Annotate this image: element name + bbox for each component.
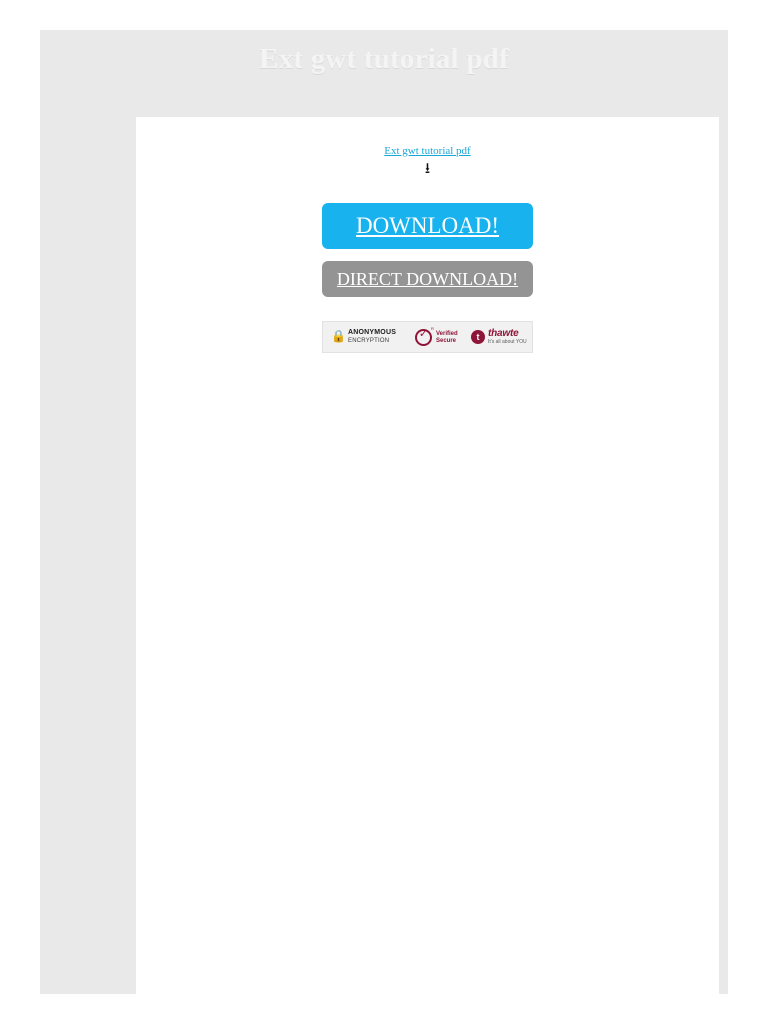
thawte-mark-icon: t [471,330,485,344]
top-link-row [136,144,719,158]
thawte-badge-name: thawte [488,328,519,339]
secondary-button-row [136,249,719,297]
verified-secure-badge [415,325,465,351]
page-title: Ext gwt tutorial pdf [259,43,509,75]
direct-download-button[interactable]: DIRECT DOWNLOAD! [322,261,533,297]
page-content [136,117,719,358]
verified-badge-line2: Secure [436,338,457,344]
anonymous-badge-line1: ANONYMOUS [348,329,397,336]
trust-badge-strip [322,321,533,353]
anonymous-encryption-badge [331,327,409,349]
check-mark-icon: ✓ [418,327,429,340]
primary-button-row [136,176,719,249]
download-arrow-icon: ⭳ [424,159,431,177]
thawte-badge [471,327,529,349]
verified-badge-superscript: R [431,326,434,331]
document-shell [40,30,728,994]
trust-badges-row [136,297,719,358]
thawte-badge-tagline: It's all about YOU [488,339,527,345]
document-page [136,117,719,1024]
lock-icon: 🔒 [331,329,346,343]
verified-badge-line1: Verified [436,331,458,337]
anonymous-badge-line2: ENCRYPTION [348,338,390,344]
document-title-link[interactable]: Ext gwt tutorial pdf [384,145,471,157]
download-button[interactable]: DOWNLOAD! [322,203,533,249]
